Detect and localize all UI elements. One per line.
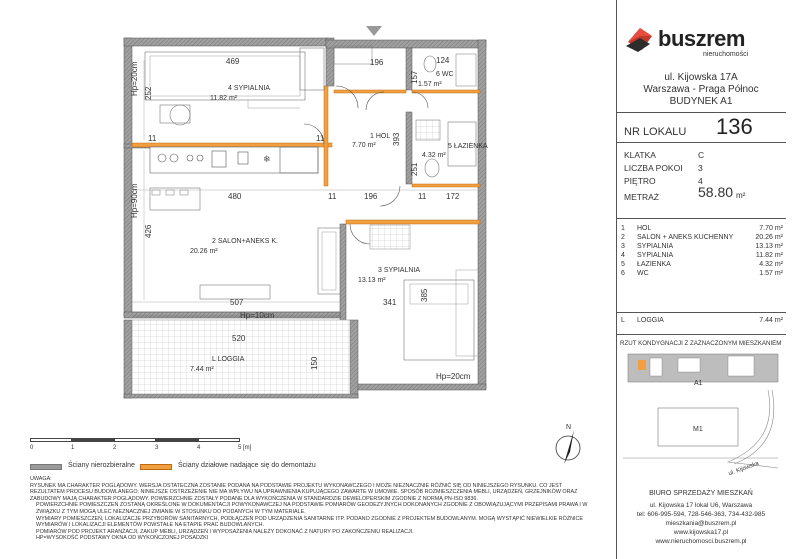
room-5-area: 4.32 m² bbox=[422, 152, 446, 159]
room-no: 3 bbox=[621, 243, 625, 250]
scale-tick: 1 bbox=[71, 445, 75, 451]
unit-label: NR LOKALU bbox=[624, 126, 687, 138]
dim-480: 480 bbox=[228, 192, 242, 201]
room-row bbox=[621, 242, 785, 251]
sales-title: BIURO SPRZEDAŻY MIESZKAŃ bbox=[649, 490, 753, 497]
dim-341: 341 bbox=[383, 298, 397, 307]
notes-block bbox=[30, 476, 596, 554]
site-street: ul. Kijowska bbox=[727, 460, 760, 478]
room-no: 1 bbox=[621, 225, 625, 232]
spec-label: KLATKA bbox=[624, 150, 656, 160]
room-row bbox=[621, 233, 785, 242]
room-row bbox=[621, 269, 785, 278]
spec-row-rooms bbox=[624, 163, 784, 174]
room-5-label: 5 ŁAZIENKA bbox=[448, 143, 488, 150]
panel-rule bbox=[616, 218, 786, 219]
brand-logo-icon bbox=[624, 24, 654, 54]
scale-tick: 4 bbox=[197, 445, 201, 451]
room-2-area: 20.26 m² bbox=[190, 248, 218, 255]
spec-row-area bbox=[624, 184, 784, 203]
north-label: N bbox=[566, 424, 572, 431]
area-value: 58.80 bbox=[698, 184, 734, 200]
site-building-a1: A1 bbox=[694, 380, 703, 387]
room-area: 13.13 m² bbox=[755, 243, 783, 250]
room-3-area: 13.13 m² bbox=[358, 277, 386, 284]
room-area: 7.44 m² bbox=[759, 317, 783, 324]
scale-tick: 0 bbox=[30, 445, 34, 451]
dim-426: 426 bbox=[144, 224, 153, 238]
hp-mid: Hp=10cm bbox=[240, 311, 275, 320]
brand-sub: nieruchomości bbox=[703, 51, 749, 58]
room-name: WC bbox=[637, 270, 649, 277]
note-line: POWIERZCHNIE POMIESZCZEŃ ZOSTANĄ OKREŚLONE W DOKUMENTACJI POWYKONAWCZEJ NA PODSTAWIE POMIARÓW GEODEZYJNYCH DOKONANYCH ZGODNIE Z OBOWIĄZUJĄCYMI PRZEPISAMI PRAWA I W ZWIĄZKU Z TYM MOGĄ ULEC NIEZNACZNEJ ZMIANIE W STOSUNKU DO PODANYCH W TYM MATERIALE. bbox=[36, 502, 588, 515]
spec-row-klatka bbox=[624, 150, 784, 161]
spec-value: 4 bbox=[698, 176, 703, 186]
dim-251: 251 bbox=[410, 162, 419, 176]
address-line-3: BUDYNEK A1 bbox=[669, 96, 733, 107]
room-row bbox=[621, 260, 785, 269]
dim-196-top: 196 bbox=[370, 58, 384, 67]
room-name: ŁAZIENKA bbox=[637, 261, 671, 268]
hp-left-upper: Hp=20cm bbox=[130, 61, 139, 96]
room-4-area: 11.82 m² bbox=[210, 95, 238, 102]
dim-393: 393 bbox=[392, 132, 401, 146]
sales-email[interactable]: mieszkania@buszrem.pl bbox=[665, 520, 737, 527]
panel-rule bbox=[616, 334, 786, 335]
dim-11-a: 11 bbox=[148, 134, 157, 143]
dim-150: 150 bbox=[310, 356, 319, 370]
spec-label: LICZBA POKOI bbox=[624, 163, 683, 173]
svg-text:❄: ❄ bbox=[263, 155, 271, 165]
room-area: 4.32 m² bbox=[759, 261, 783, 268]
room-3-label: 3 SYPIALNIA bbox=[378, 267, 421, 274]
scale-tick: 2 bbox=[113, 445, 117, 451]
scale-tick: 3 bbox=[155, 445, 159, 451]
scale-ticks bbox=[30, 445, 250, 455]
dim-252: 252 bbox=[144, 86, 153, 100]
room-6-area: 1.57 m² bbox=[418, 81, 442, 88]
room-no: 4 bbox=[621, 252, 625, 259]
dim-172: 172 bbox=[446, 192, 460, 201]
room-name: SYPIALNIA bbox=[637, 252, 674, 259]
room-no: 6 bbox=[621, 270, 625, 277]
storey-caption: RZUT KONDYGNACJI Z ZAZNACZONYM MIESZKANIEM bbox=[620, 340, 782, 347]
note-line: WYMIARY POMIESZCZEŃ, LOKALIZACJE PRZYBORÓW SANITARNYCH, PODŁĄCZEŃ POD URZĄDZENIA SANITARNE ITP. PODANO ZGODNIE Z PROJEKTEM BUDOWLANYM. MOGĄ WYSTĄPIĆ NIEWIELKIE RÓŻNICE WYMIARÓW I LOKALIZACJI ELEMENTÓW POWSTAŁE NA ETAPIE PRAC BUDOWLANYCH. bbox=[36, 515, 584, 529]
notes-title: UWAGA: bbox=[30, 476, 52, 482]
note-line: RYSUNEK MA CHARAKTER POGLĄDOWY. WERSJA OSTATECZNA ZOSTANIE PODANA NA PODSTAWIE PROJEKTU WYKONAWCZEGO I MOŻE NIEZNACZNIE RÓŻNIĆ SIĘ OD NINIEJSZEGO RYSUNKU. CO JEST REZULTATEM PROCESU BUDOWLANEGO. NINIEJSZE OSTRZEŻENIE NIE MA WPŁYWU NA UPRAWNIENIA KUPUJĄCEGO ZAWARTE W UMOWIE. SPOSÓB ROZMIESZCZENIA MEBLI, URZĄDZEŃ, GRZEJNIKÓW ORAZ ZABUDOWY MAJĄ CHARAKTER POGLĄDOWY. POWIERZCHNIE ZOSTAŁY PODANE DLA WYKOŃCZENIA W STANDARDZIE DEWELOPERSKIM ZGODNIE Z NORMĄ PN-ISO 9836. bbox=[30, 482, 578, 502]
room-4-label: 4 SYPIALNIA bbox=[228, 85, 271, 92]
room-area: 1.57 m² bbox=[759, 270, 783, 277]
dim-196-mid: 196 bbox=[364, 192, 378, 201]
legend-structural-swatch bbox=[30, 464, 62, 470]
room-area: 20.26 m² bbox=[755, 234, 783, 241]
spec-value: 3 bbox=[698, 163, 703, 173]
dim-124: 124 bbox=[436, 56, 450, 65]
room-6-label: 6 WC bbox=[436, 71, 454, 78]
spec-label: PIĘTRO bbox=[624, 176, 656, 186]
room-area: 7.70 m² bbox=[759, 225, 783, 232]
loggia-row bbox=[621, 316, 785, 325]
room-loggia-area: 7.44 m² bbox=[190, 366, 214, 373]
unit-number: 136 bbox=[716, 114, 753, 139]
room-no: 5 bbox=[621, 261, 625, 268]
hp-bottom: Hp=20cm bbox=[436, 372, 471, 381]
area-label: METRAŻ bbox=[624, 192, 659, 202]
panel-rule bbox=[616, 142, 786, 143]
site-plan bbox=[618, 350, 788, 476]
dim-157: 157 bbox=[410, 70, 419, 84]
area-unit: m² bbox=[736, 191, 746, 200]
room-1-area: 7.70 m² bbox=[352, 142, 376, 149]
sales-web-1[interactable]: www.kijowska17.pl bbox=[673, 529, 729, 536]
panel-rule bbox=[616, 312, 786, 313]
dim-11-d: 11 bbox=[328, 192, 337, 201]
dim-11-c: 11 bbox=[418, 192, 427, 201]
site-building-m1: M1 bbox=[693, 426, 703, 433]
sales-address: ul. Kijowska 17 lokal U6, Warszawa bbox=[649, 502, 753, 509]
room-name: HOL bbox=[637, 225, 652, 232]
legend-removable-label: Ściany działowe nadające się do demontażu bbox=[178, 462, 316, 469]
sales-phone: tel: 606-995-594, 728-546-363, 734-432-985 bbox=[636, 511, 766, 518]
dim-385: 385 bbox=[420, 288, 429, 302]
legend-removable-swatch bbox=[140, 464, 172, 470]
room-name: LOGGIA bbox=[637, 317, 664, 324]
legend-structural-label: Ściany nierozbieralne bbox=[68, 462, 135, 469]
room-name: SYPIALNIA bbox=[637, 243, 674, 250]
note-line: HP=WYSOKOŚĆ PODSTAWY OKNA OD WYKOŃCZONEJ POSADZKI bbox=[36, 535, 209, 542]
room-1-label: 1 HOL bbox=[370, 133, 391, 140]
room-area: 11.82 m² bbox=[755, 252, 783, 259]
hp-left-lower: Hp=90cm bbox=[130, 183, 139, 218]
note-line: POMIARÓW POD PROJEKT ARANŻACJI, ZAKUP MEBLI, URZĄDZEŃ I WYPOSAŻENIA NALEŻY DOKONAĆ Z NATURY PO ZAKOŃCZENIU REALIZACJI. bbox=[36, 528, 414, 535]
sales-web-2[interactable]: www.nieruchomosci.buszrem.pl bbox=[655, 538, 747, 545]
room-no: 2 bbox=[621, 234, 625, 241]
address-line-1: ul. Kijowska 17A bbox=[664, 72, 738, 83]
dim-469: 469 bbox=[226, 57, 240, 66]
brand-name: buszrem bbox=[658, 26, 745, 51]
room-row bbox=[621, 251, 785, 260]
scale-tick: 5 [m] bbox=[238, 445, 252, 451]
room-2-label: 2 SALON+ANEKS K. bbox=[212, 238, 278, 245]
dim-520: 520 bbox=[232, 334, 246, 343]
panel-rule bbox=[616, 112, 786, 113]
room-name: SALON + ANEKS KUCHENNY bbox=[637, 234, 734, 241]
address-line-2: Warszawa - Praga Północ bbox=[643, 84, 759, 95]
room-no: L bbox=[621, 317, 625, 324]
dim-11-b: 11 bbox=[316, 134, 325, 143]
spec-value: C bbox=[698, 150, 705, 160]
dim-507: 507 bbox=[230, 298, 244, 307]
room-row bbox=[621, 224, 785, 233]
room-loggia-label: L LOGGIA bbox=[212, 356, 245, 363]
